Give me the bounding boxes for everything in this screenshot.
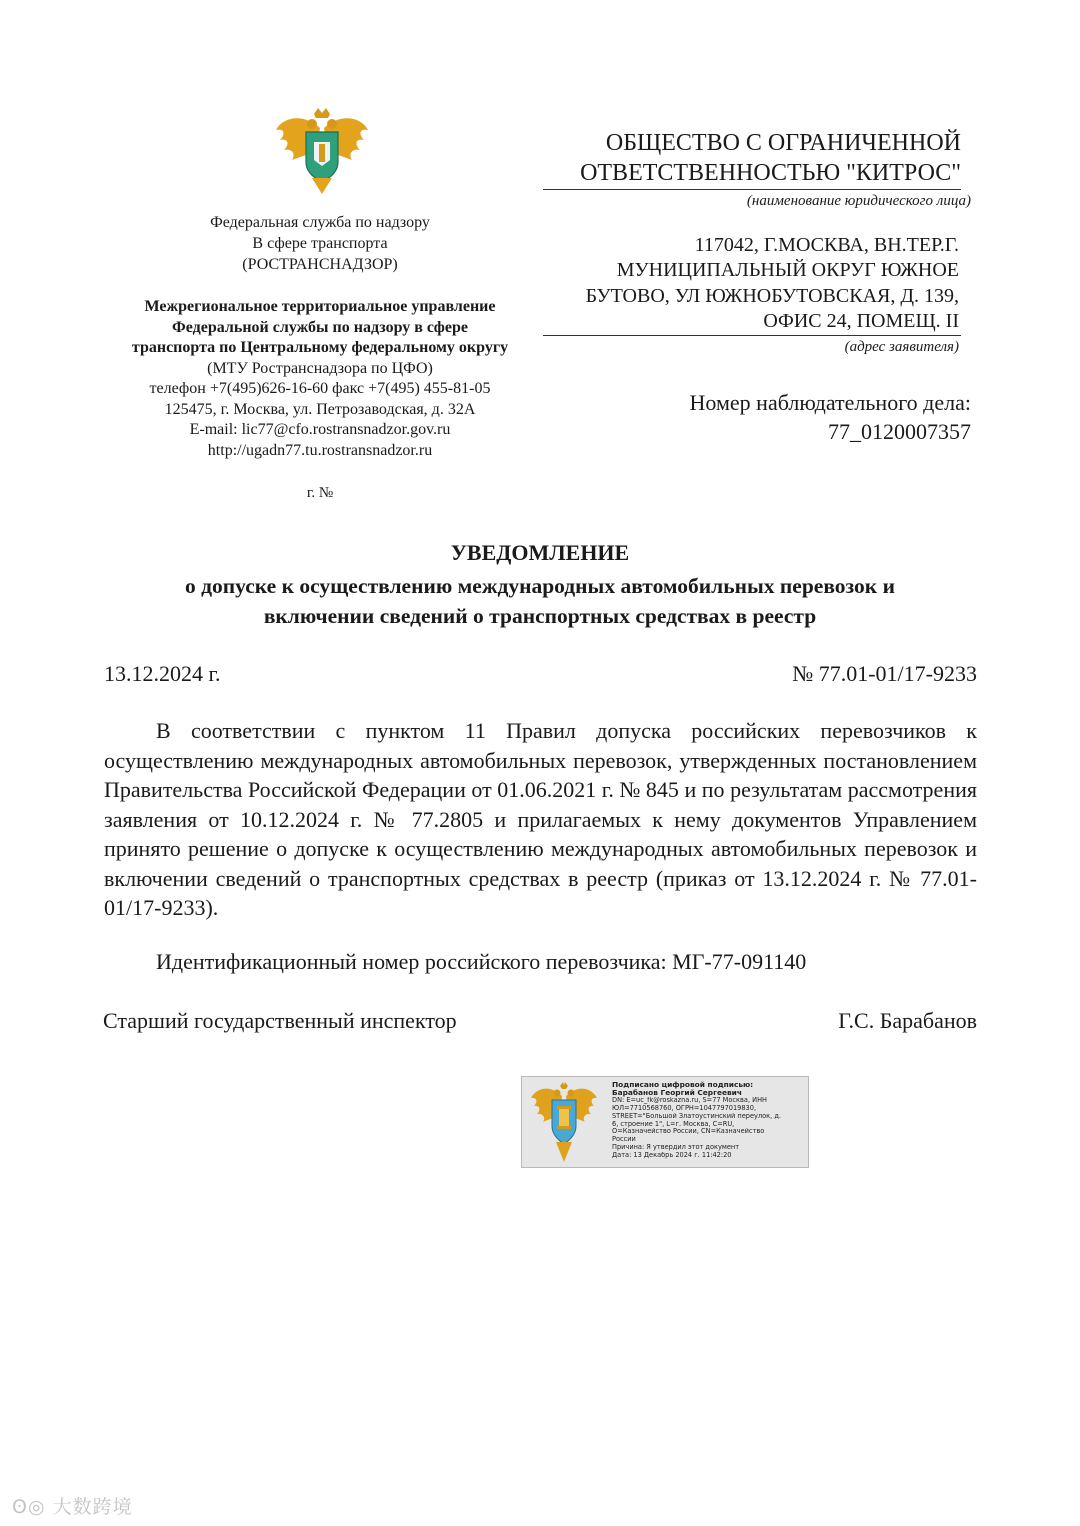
document-title: УВЕДОМЛЕНИЕ bbox=[450, 540, 630, 565]
carrier-id-line: Идентификационный номер российского перевозчика: МГ-77-091140 bbox=[156, 949, 807, 974]
document-number: № 77.01-01/17-9233 bbox=[792, 661, 977, 686]
stamp-line: Причина: Я утвердил этот документ bbox=[612, 1144, 740, 1152]
company-line: ОБЩЕСТВО С ОГРАНИЧЕННОЙ bbox=[605, 130, 961, 156]
address-underline bbox=[543, 335, 961, 336]
company-underline bbox=[543, 189, 961, 190]
department-name-line: транспорта по Центральному федеральному округу bbox=[131, 339, 509, 356]
subtitle-line: о допуске к осуществлению международных автомобильных перевозок и bbox=[185, 574, 895, 598]
stamp-signer: Барабанов Георгий Сергеевич bbox=[612, 1088, 742, 1097]
company-line: ОТВЕТСТВЕННОСТЬЮ "КИТРОС" bbox=[580, 160, 961, 186]
signatory-position: Старший государственный инспектор bbox=[103, 1008, 457, 1033]
watermark-logo-icon: ʘ◎ bbox=[12, 1496, 53, 1518]
department-block bbox=[100, 297, 540, 461]
case-number: 77_0120007357 bbox=[828, 419, 971, 444]
department-website: http://ugadn77.tu.rostransnadzor.ru bbox=[207, 441, 433, 459]
company-caption: (наименование юридического лица) bbox=[746, 193, 971, 209]
address-caption: (адрес заявителя) bbox=[844, 339, 959, 355]
watermark-text: 大数跨境 bbox=[52, 1496, 133, 1518]
signatory-name: Г.С. Барабанов bbox=[838, 1008, 977, 1033]
address-line: 117042, Г.МОСКВА, ВН.ТЕР.Г. bbox=[694, 234, 959, 256]
document-date: 13.12.2024 г. bbox=[104, 661, 221, 686]
department-name-line: Межрегиональное территориальное управление bbox=[144, 298, 496, 315]
subtitle-line: включении сведений о транспортных средствах в реестр bbox=[263, 604, 817, 628]
case-label: Номер наблюдательного дела: bbox=[689, 390, 971, 415]
agency-line: (РОСТРАНСНАДЗОР) bbox=[242, 256, 398, 273]
address-line: МУНИЦИПАЛЬНЫЙ ОКРУГ ЮЖНОЕ bbox=[616, 259, 959, 282]
stamp-header: Подписано цифровой подписью: bbox=[612, 1081, 754, 1089]
department-name-line: Федеральной службы по надзору в сфере bbox=[172, 318, 468, 336]
department-address: 125475, г. Москва, ул. Петрозаводская, д. 32А bbox=[164, 400, 476, 418]
agency-name bbox=[100, 212, 540, 275]
stamp-line: ЮЛ=7710568760, ОГРН=1047797019830, bbox=[612, 1104, 757, 1112]
document-subtitle bbox=[100, 571, 980, 631]
stamp-line: России bbox=[612, 1136, 636, 1144]
rostransnadzor-emblem-icon bbox=[272, 108, 372, 194]
body-paragraph: В соответствии с пунктом 11 Правил допуска российских перевозчиков к осуществлению международных автомобильных перевозок, утвержденных постановлением Правительства Российской Федерации от 01.06.2021 г. № 845 и по результатам рассмотрения заявления от 10.12.2024 г. № 77.2805 и прилагаемых к нему документов Управлением принято решение о допуске к осуществлению международных автомобильных перевозок и включении сведений о транспортных средствах в реестр (приказ от 13.12.2024 г. № 77.01-01/17-9233). bbox=[104, 718, 977, 920]
recipient-company bbox=[545, 128, 961, 188]
outgoing-date-number: г. № bbox=[306, 485, 334, 501]
department-email: E-mail: lic77@cfo.rostransnadzor.gov.ru bbox=[189, 421, 451, 438]
stamp-line: DN: E=uc_fk@roskazna.ru, S=77 Москва, ИНН bbox=[612, 1096, 767, 1104]
stamp-line: 6, строение 1", L=г. Москва, C=RU, bbox=[612, 1120, 735, 1128]
recipient-address bbox=[545, 233, 959, 334]
department-short-name: (МТУ Ространснадзора по ЦФО) bbox=[207, 359, 433, 377]
stamp-line: O=Казначейство России, CN=Казначейство bbox=[612, 1128, 765, 1136]
digital-signature-stamp bbox=[521, 1076, 809, 1168]
address-line: ОФИС 24, ПОМЕЩ. II bbox=[763, 309, 959, 332]
case-number-block bbox=[545, 388, 971, 446]
watermark bbox=[12, 1492, 133, 1519]
stamp-text bbox=[612, 1081, 808, 1160]
stamp-line: Дата: 13 Декабрь 2024 г. 11:42:20 bbox=[612, 1152, 732, 1160]
agency-line: В сфере транспорта bbox=[252, 235, 388, 252]
stamp-line: STREET="Большой Златоустинский переулок, д. bbox=[612, 1112, 782, 1120]
agency-line: Федеральная служба по надзору bbox=[210, 214, 430, 231]
treasury-emblem-icon bbox=[528, 1082, 600, 1164]
address-line: БУТОВО, УЛ ЮЖНОБУТОВСКАЯ, Д. 139, bbox=[585, 284, 959, 307]
department-phone: телефон +7(495)626-16-60 факс +7(495) 455-81-05 bbox=[149, 380, 491, 397]
